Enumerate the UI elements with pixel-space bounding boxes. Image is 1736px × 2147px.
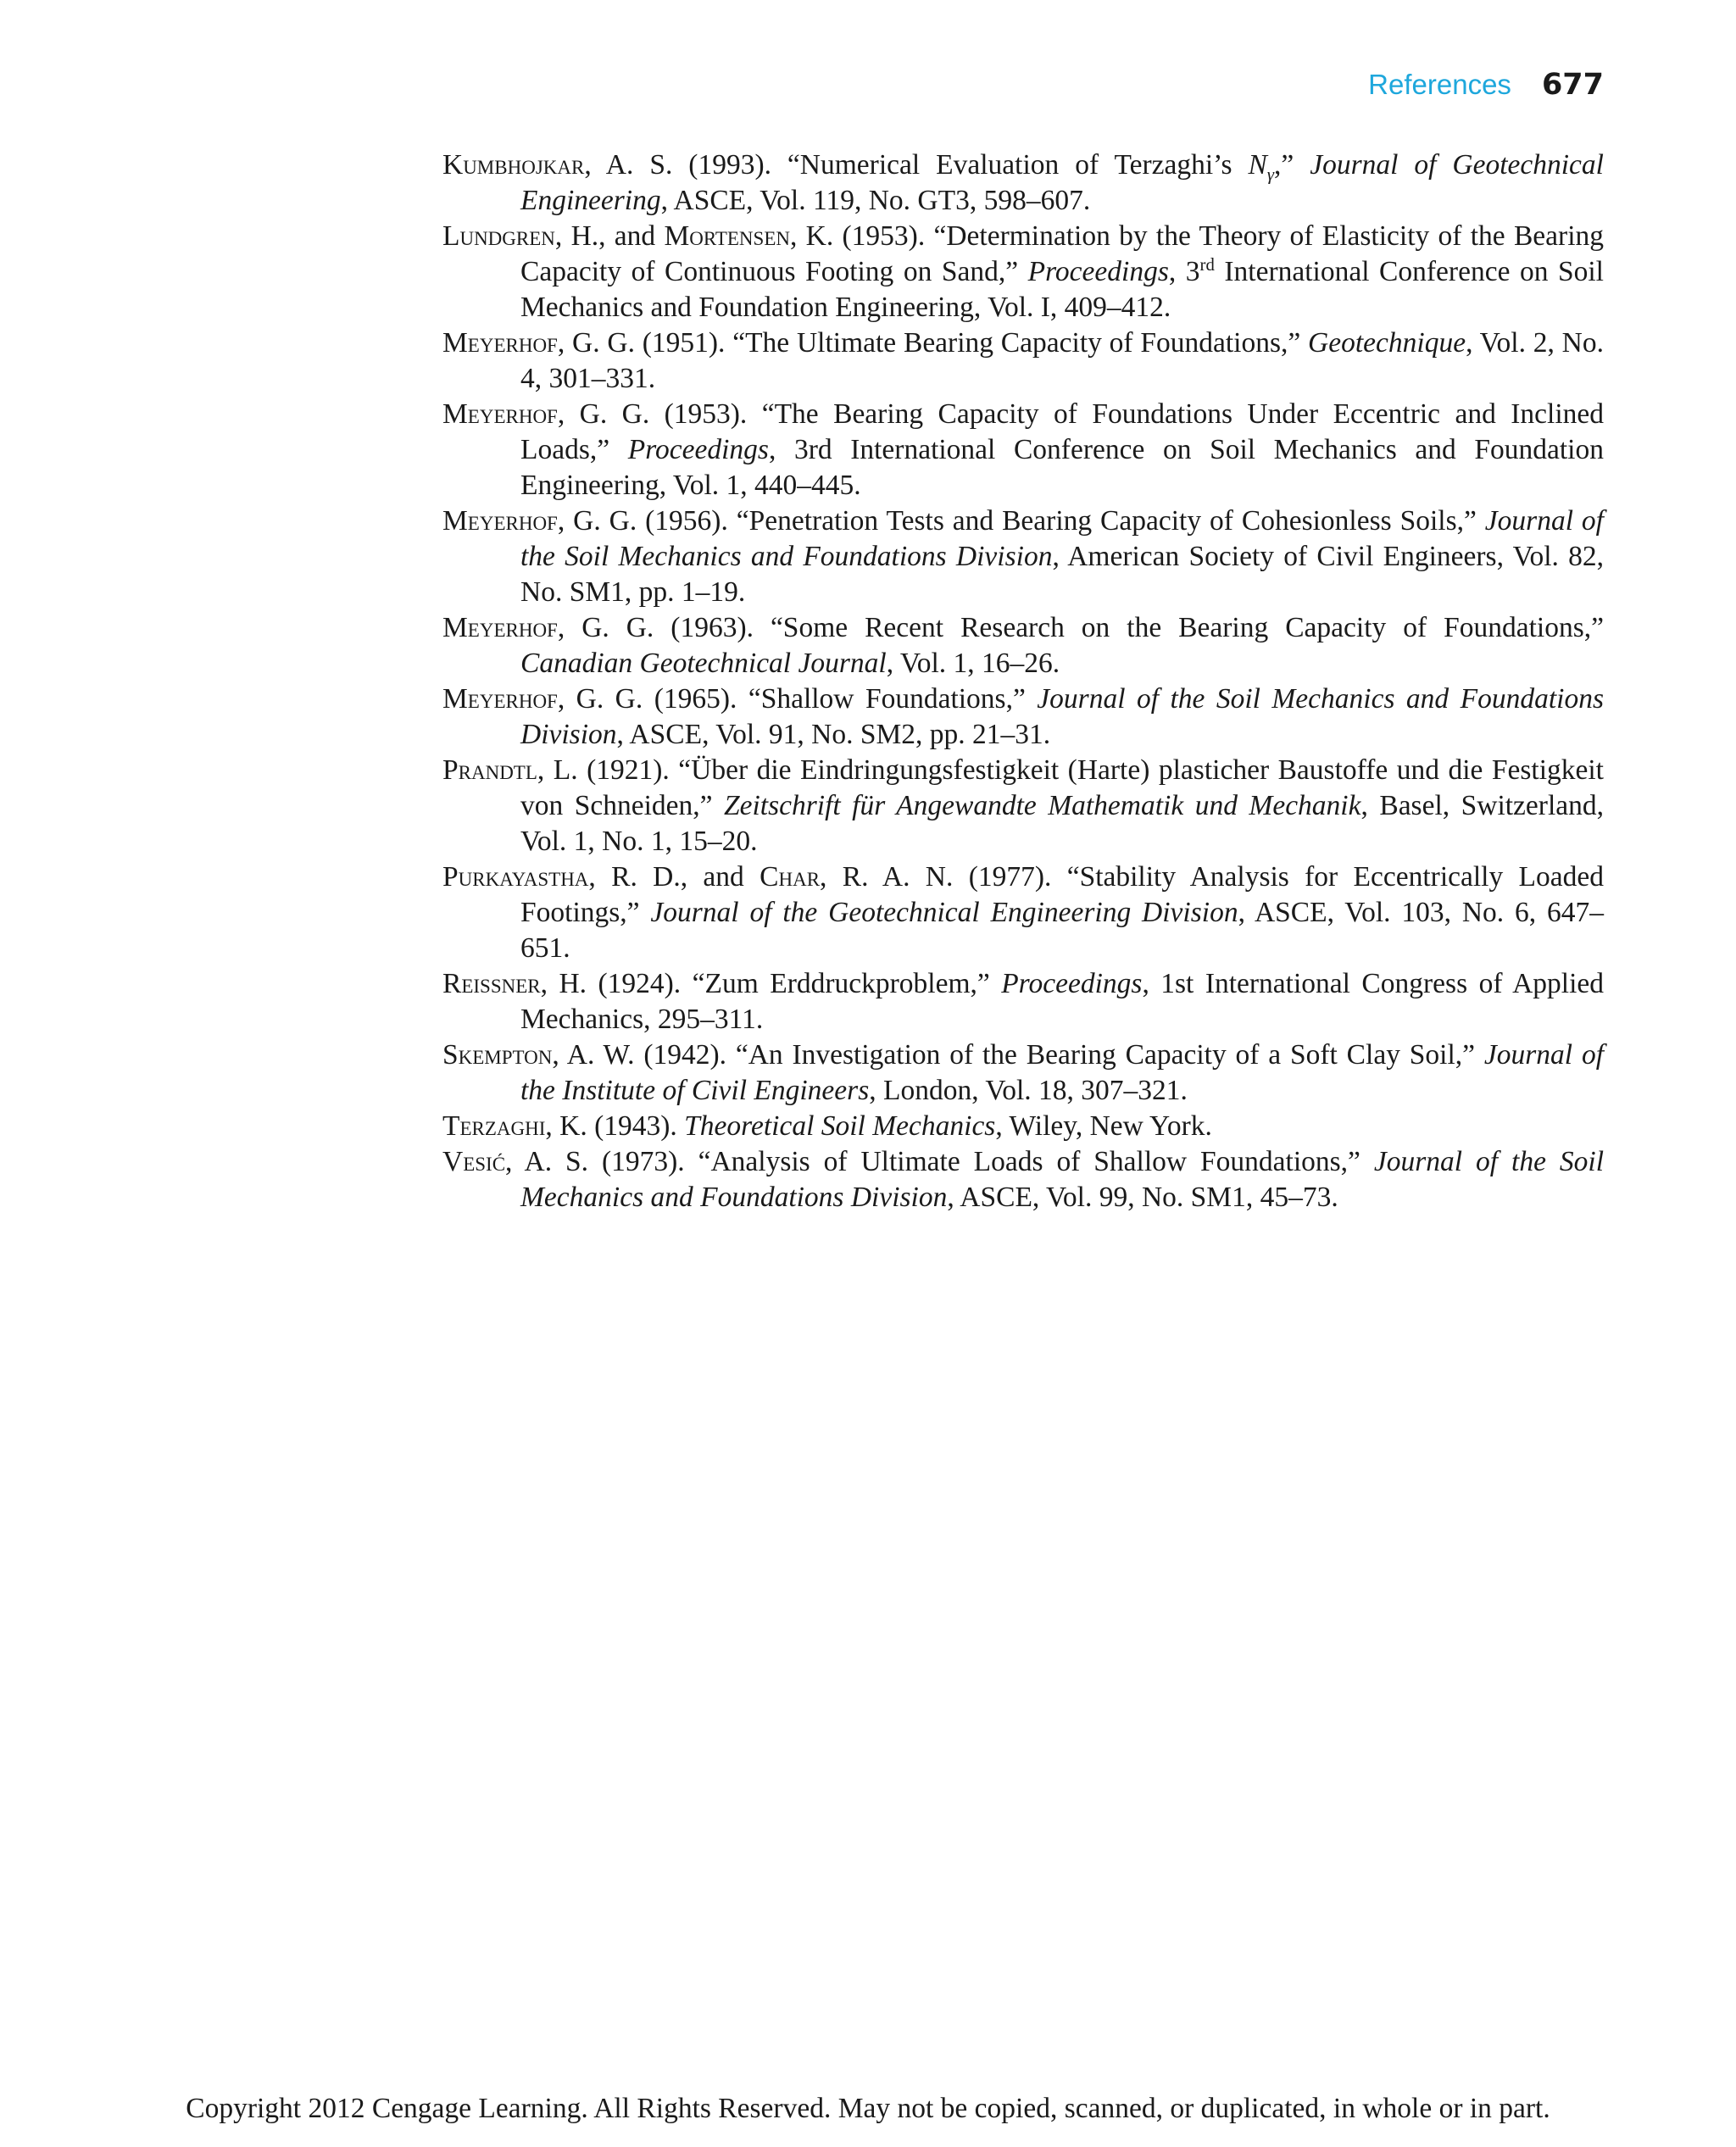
reference-text: , G. G. (1963). “Some Recent Research on the Bearing Capacity of Foundations,” bbox=[557, 612, 1604, 643]
reference-text: , H. (1924). “Zum Erddruckproblem,” bbox=[540, 968, 1002, 999]
reference-meyerhof-1965 bbox=[442, 681, 1604, 753]
copyright-notice: Copyright 2012 Cengage Learning. All Rights Reserved. May not be copied, scanned, or duplicated, in whole or in part. bbox=[186, 2093, 1550, 2124]
reference-meyerhof-1953 bbox=[442, 397, 1604, 503]
reference-terzaghi-1943 bbox=[442, 1109, 1604, 1144]
author-name: Purkayastha bbox=[442, 861, 589, 893]
reference-text: , A. W. (1942). “An Investigation of the Bearing Capacity of a Soft Clay Soil,” bbox=[552, 1039, 1484, 1071]
reference-text: , ASCE, Vol. 103, No. 6, 647–651. bbox=[520, 897, 1604, 964]
reference-text: , G. G. (1956). “Penetration Tests and Bearing Capacity of Cohesionless Soils,” bbox=[557, 505, 1485, 537]
math-subscript: γ bbox=[1266, 164, 1275, 185]
reference-meyerhof-1956 bbox=[442, 503, 1604, 610]
reference-text: , A. S. (1973). “Analysis of Ultimate Loads of Shallow Foundations,” bbox=[505, 1146, 1374, 1177]
reference-text: , G. G. (1953). “The Bearing Capacity of Foundations Under Eccentric and Inclined Loads,” bbox=[520, 398, 1604, 465]
reference-prandtl-1921 bbox=[442, 753, 1604, 859]
reference-text: , American Society of Civil Engineers, Vol. 82, No. SM1, pp. 1–19. bbox=[520, 541, 1604, 608]
reference-text: , London, Vol. 18, 307–321. bbox=[869, 1075, 1188, 1106]
reference-skempton-1942 bbox=[442, 1037, 1604, 1109]
author-name: Kumbhojkar bbox=[442, 149, 585, 181]
author-name: Terzaghi bbox=[442, 1110, 546, 1142]
author-name: Meyerhof bbox=[442, 398, 558, 430]
reference-text: , Basel, Switzerland, Vol. 1, No. 1, 15–20. bbox=[520, 790, 1605, 857]
author-name: Reissner bbox=[442, 968, 541, 999]
author-name: Char bbox=[760, 861, 821, 893]
journal-title: Proceedings bbox=[1027, 256, 1169, 287]
header-section-title: References bbox=[1368, 69, 1511, 100]
journal-title: Proceedings bbox=[1001, 968, 1143, 999]
reference-text: , Vol. 2, No. 4, 301–331. bbox=[520, 327, 1604, 394]
author-name: Prandtl bbox=[442, 754, 537, 786]
reference-text: , ASCE, Vol. 91, No. SM2, pp. 21–31. bbox=[616, 719, 1051, 750]
page-number: 677 bbox=[1541, 68, 1604, 102]
reference-text: , 3rd International Conference on Soil Mechanics and Foundation Engineering, Vol. 1, 440–445. bbox=[520, 434, 1604, 501]
journal-title: Canadian Geotechnical Journal bbox=[520, 648, 887, 679]
journal-title: Zeitschrift für Angewandte Mathematik und Mechanik bbox=[723, 790, 1361, 821]
author-name: Meyerhof bbox=[442, 683, 558, 715]
reference-text: , L. (1921). “Über die Eindringungsfestigkeit (Harte) plasticher Baustoffe und die Festigkeit von Schneiden,” bbox=[520, 754, 1604, 821]
author-name: Meyerhof bbox=[442, 505, 558, 537]
running-header bbox=[1368, 68, 1604, 102]
reference-meyerhof-1951 bbox=[442, 325, 1604, 397]
reference-text: , 1st International Congress of Applied Mechanics, 295–311. bbox=[520, 968, 1605, 1035]
journal-title: Journal of Geotechnical Engineering bbox=[520, 149, 1604, 216]
journal-title: Proceedings bbox=[627, 434, 769, 465]
reference-lundgren-1953 bbox=[442, 219, 1604, 325]
reference-text: , G. G. (1965). “Shallow Foundations,” bbox=[557, 683, 1038, 715]
journal-title: Journal of the Soil Mechanics and Foundations Division bbox=[520, 1146, 1604, 1213]
reference-meyerhof-1963 bbox=[442, 610, 1604, 681]
reference-text: , K. (1953). “Determination by the Theory of Elasticity of the Bearing Capacity of Continuous Footing on Sand,” bbox=[520, 220, 1605, 287]
journal-title: Journal of the Soil Mechanics and Foundations Division bbox=[520, 505, 1604, 572]
reference-text: International Conference on Soil Mechanics and Foundation Engineering, Vol. I, 409–412. bbox=[520, 256, 1604, 323]
reference-text: , Vol. 1, 16–26. bbox=[886, 648, 1060, 679]
math-symbol: N bbox=[1248, 149, 1267, 181]
reference-text: , Wiley, New York. bbox=[995, 1110, 1212, 1142]
reference-text: , R. D., and bbox=[588, 861, 760, 893]
author-name: Meyerhof bbox=[442, 327, 558, 359]
journal-title: Geotechnique bbox=[1308, 327, 1466, 359]
journal-title: Journal of the Geotechnical Engineering Division bbox=[650, 897, 1238, 928]
reference-text: , ASCE, Vol. 99, No. SM1, 45–73. bbox=[947, 1182, 1338, 1213]
journal-title: Journal of the Soil Mechanics and Foundations Division bbox=[520, 683, 1604, 750]
reference-text: , A. S. (1993). “Numerical Evaluation of Terzaghi’s bbox=[584, 149, 1249, 181]
reference-text: , G. G. (1951). “The Ultimate Bearing Capacity of Foundations,” bbox=[557, 327, 1309, 359]
ordinal-superscript: rd bbox=[1199, 254, 1215, 275]
reference-vesic-1973 bbox=[442, 1144, 1604, 1215]
reference-text: , K. (1943). bbox=[545, 1110, 685, 1142]
book-title: Theoretical Soil Mechanics bbox=[684, 1110, 996, 1142]
reference-text: , ASCE, Vol. 119, No. GT3, 598–607. bbox=[660, 185, 1091, 216]
author-name: Vesić bbox=[442, 1146, 506, 1177]
author-name: Lundgren bbox=[442, 220, 555, 252]
author-name: Mortensen bbox=[664, 220, 790, 252]
author-name: Skempton bbox=[442, 1039, 553, 1071]
reference-text: , H., and bbox=[554, 220, 665, 252]
journal-title: Journal of the Institute of Civil Engineers bbox=[520, 1039, 1605, 1106]
reference-text: , 3 bbox=[1168, 256, 1200, 287]
author-name: Meyerhof bbox=[442, 612, 558, 643]
reference-reissner-1924 bbox=[442, 966, 1604, 1037]
reference-text: ,” bbox=[1274, 149, 1310, 181]
reference-purkayastha-1977 bbox=[442, 859, 1604, 966]
reference-list bbox=[442, 147, 1604, 1215]
reference-kumbhojkar-1993 bbox=[442, 147, 1604, 219]
reference-text: , R. A. N. (1977). “Stability Analysis for Eccentrically Loaded Footings,” bbox=[520, 861, 1604, 928]
